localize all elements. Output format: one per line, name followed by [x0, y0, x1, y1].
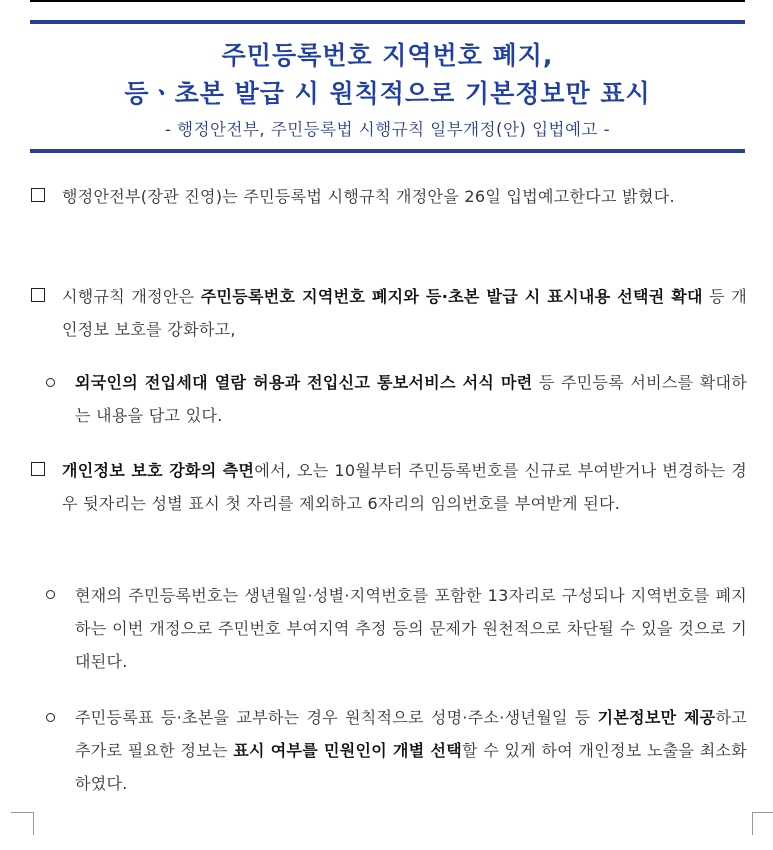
square-bullet-3	[31, 462, 45, 476]
page-corner-mark-left	[11, 812, 34, 835]
paragraph-1-text: 행정안전부(장관 진영)는 주민등록법 시행규칙 개정안을 26일 입법예고한다고 밝혔다.	[62, 187, 675, 206]
paragraph-4-post: 에서, 오는 10월부터 주민등록번호를 신규로 부여받거나 변경하는 경우 뒷자리는 성별 표시 첫 자리를 제외하고 6자리의 임의번호를 부여받게 된다.	[62, 461, 747, 513]
paragraph-5-text: 현재의 주민등록번호는 생년월일·성별·지역번호를 포함한 13자리로 구성되나 지역번호를 폐지하는 이번 개정으로 주민번호 부여지역 추정 등의 문제가 원천적으로 차단될 수 있을 것으로 기대된다.	[75, 586, 747, 671]
paragraph-2-post: 등 개인정보 보호를 강화하고,	[62, 287, 747, 339]
paragraph-2	[62, 280, 747, 346]
paragraph-6-bold-2: 표시 여부를 민원인이 개별 선택	[233, 741, 462, 760]
paragraph-3-post: 등 주민등록 서비스를 확대하는 내용을 담고 있다.	[75, 373, 747, 425]
title-bottom-rule	[30, 149, 745, 153]
circle-bullet-1	[46, 378, 55, 387]
paragraph-4	[62, 454, 747, 520]
paragraph-3-bold: 외국인의 전입세대 열람 허용과 전입신고 통보서비스 서식 마련	[75, 373, 533, 392]
paragraph-4-bold: 개인정보 보호 강화의 측면	[62, 461, 255, 480]
square-bullet-2	[31, 288, 45, 302]
circle-bullet-3	[46, 713, 55, 722]
paragraph-6-pre: 주민등록표 등·초본을 교부하는 경우 원칙적으로 성명·주소·생년월일 등	[75, 708, 598, 727]
paragraph-2-pre: 시행규칙 개정안은	[62, 287, 201, 306]
paragraph-3	[75, 366, 747, 432]
paragraph-5	[75, 579, 747, 678]
square-bullet-1	[31, 188, 45, 202]
subtitle: - 행정안전부, 주민등록법 시행규칙 일부개정(안) 입법예고 -	[164, 120, 611, 139]
paragraph-1	[62, 180, 747, 213]
paragraph-6	[75, 701, 747, 800]
title-box	[30, 20, 745, 153]
page-corner-mark-right	[752, 812, 773, 835]
paragraph-6-post: 할 수 있게 하여 개인정보 노출을 최소화하였다.	[75, 741, 747, 793]
paragraph-2-bold: 주민등록번호 지역번호 폐지와 등·초본 발급 시 표시내용 선택권 확대	[200, 287, 703, 306]
paragraph-6-bold-1: 기본정보만 제공	[597, 708, 716, 727]
paragraph-6-mid: 하고 추가로 필요한 정보는	[75, 708, 747, 760]
title-line-1: 주민등록번호 지역번호 폐지,	[221, 41, 554, 70]
title-top-rule	[30, 20, 745, 24]
title-line-2: 등ㆍ초본 발급 시 원칙적으로 기본정보만 표시	[124, 79, 651, 108]
top-rule	[30, 0, 745, 2]
circle-bullet-2	[46, 590, 55, 599]
